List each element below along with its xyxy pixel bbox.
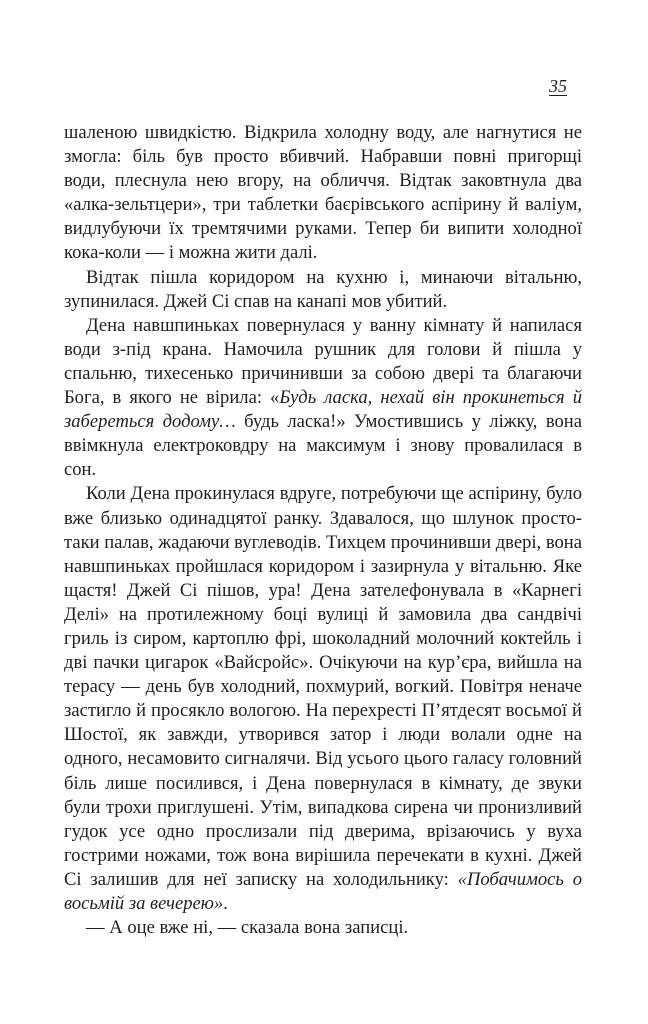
paragraph — [64, 314, 582, 483]
text-segment: . — [223, 893, 228, 914]
text-segment: Коли Дена прокинулася вдруге, потребуючи ще аспірину, було вже близько одинадцятої ранку. Здавалося, що шлунок просто-таки палав, жадаючи вуглеводів. Тихцем прочинивши двері, вона навшпиньках пройшлася коридором і зазирнула у вітальню. Яке щастя! Джей Сі пішов, ура! Дена зателефонувала в «Карнегі Делі» на протилежному боці вулиці й замовила два сандвічі гриль із сиром, картоплю фрі, шоколадний молочний коктейль і дві пачки цигарок «Вайсройс». Очікуючи на кур’єра, вийшла на терасу — день був холодний, похмурий, вогкий. Повітря неначе застигло й просякло вологою. На перехресті П’ятдесят восьмої й Шостої, як завжди, утворився затор і люди волали одне на одного, несамовито сигналячи. Від усього цього галасу головний біль лише посилився, і Дена повернулася в кімнату, де звуки були трохи приглушені. Утім, випадкова сирена чи пронизливий гудок усе одно прослизали під дверима, врізаючись у вуха гострими ножами, тож вона вирішила перечекати в кухні. Джей Сі залишив для неї записку на холодильнику: — [64, 483, 582, 890]
italic-note: «Побачимось о восьмій за вечерею» — [64, 868, 582, 914]
text-body — [64, 121, 582, 940]
text-segment: — А оце вже ні, — сказала вона записці. — [86, 917, 409, 939]
paragraph — [64, 482, 582, 916]
text-segment: Відтак пішла коридором на кухню і, минаючи вітальню, зупинилася. Джей Сі спав на канапі мов убитий. — [64, 266, 582, 312]
text-segment: будь ласка!» Умостившись у ліжку, вона ввімкнула електроковдру на максимум і знову провалилася в сон. — [64, 411, 582, 481]
paragraph — [64, 266, 582, 314]
paragraph — [64, 121, 582, 266]
paragraph — [64, 916, 582, 940]
text-segment: Дена навшпиньках повернулася у ванну кімнату й напилася води з-під крана. Намочила рушник для голови й пішла у спальню, тихесенько причинивши за собою двері та благаючи Бога, в якого не вірила: « — [64, 314, 582, 409]
page-number: 35 — [549, 76, 567, 96]
text-segment: шаленою швидкістю. Відкрила холодну воду, але нагнутися не змогла: біль був просто вбивчий. Набравши повні пригорщі води, плеснула нею вгору, на обличчя. Відтак заковтнула два «алка-зельтцери», три таблетки баєрівського аспірину й валіум, видлубуючи їх тремтячими руками. Тепер би випити холодної кока-коли — і можна жити далі. — [64, 122, 582, 264]
italic-prayer: Будь ласка, нехай він прокинеться й забереться додому… — [64, 387, 583, 433]
